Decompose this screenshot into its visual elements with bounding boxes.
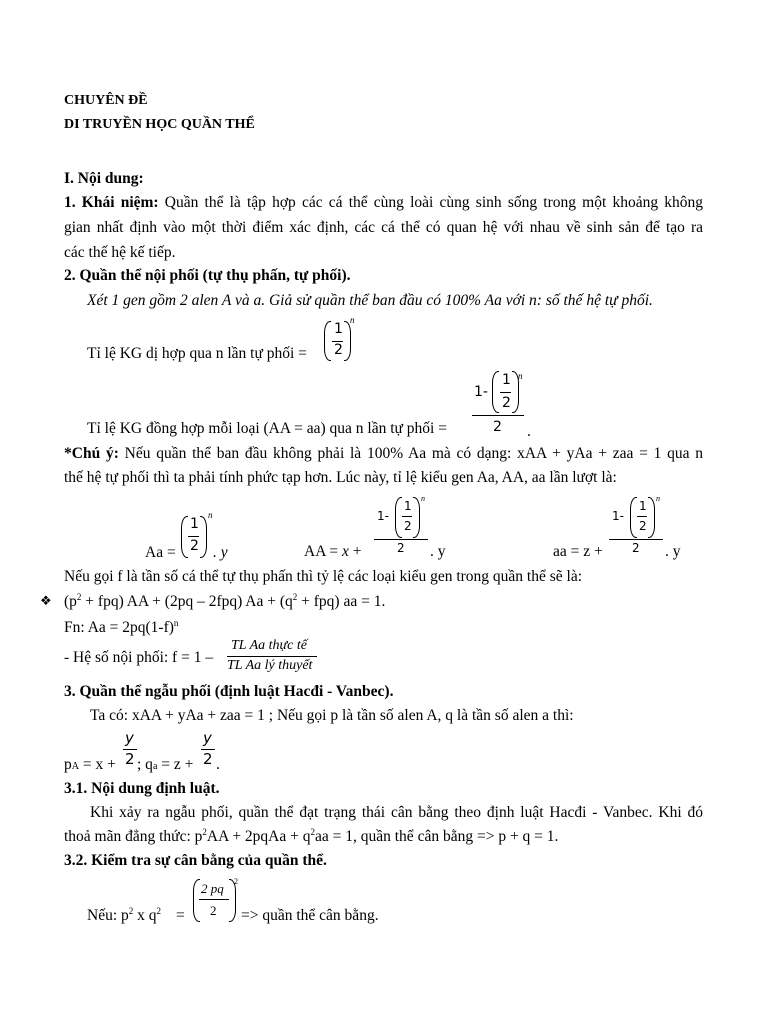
pA-den: 2	[125, 750, 135, 768]
section-heading-3: 3. Quần thể ngẫu phối (định luật Hacđi - Vanbec).	[64, 683, 394, 700]
inbreeding-prefix: - Hệ số nội phối: f = 1 –	[64, 649, 214, 666]
formula-AA-one-minus: 1-	[377, 509, 389, 523]
eq-check-equals: =	[176, 907, 185, 924]
het-num: 1	[334, 321, 343, 337]
note-text-1: Nếu quần thể ban đầu không phải là 100% Aa mà có dạng: xAA + yAa + zaa = 1 qua n	[124, 445, 704, 462]
hom-exp: n	[518, 371, 523, 381]
formula-AA-exp: n	[421, 494, 425, 503]
formula-aa-inner-den: 2	[639, 519, 647, 533]
formula-aa-y: . y	[665, 543, 681, 560]
definition-text-1: Quần thể là tập hợp các cá thể cùng loài cùng sinh sống trong một khoảng không	[164, 194, 703, 211]
section-heading-3-2: 3.2. Kiểm tra sự cân bằng của quần thể.	[64, 852, 327, 869]
het-den: 2	[334, 342, 343, 358]
doc-title-line2: DI TRUYỀN HỌC QUẦN THỂ	[64, 117, 255, 132]
pA-prefix: pA = x +	[64, 756, 116, 773]
hom-outer-den: 2	[493, 419, 502, 435]
inbreeding-num: TL Aa thực tế	[231, 638, 307, 653]
formula-Aa-y: . y	[213, 544, 228, 561]
hom-period: .	[527, 423, 531, 440]
self-fertilization-line: Nếu gọi f là tần số cá thể tự thụ phấn thì tỷ lệ các loại kiểu gen trong quần thể sẽ là:	[64, 568, 583, 585]
hom-inner-num: 1	[502, 372, 511, 388]
definition-line1	[64, 195, 703, 211]
section-heading-3-1: 3.1. Nội dung định luật.	[64, 780, 220, 797]
pq-period: .	[216, 756, 220, 773]
hom-ratio-text: Tỉ lệ KG đồng hợp mỗi loại (AA = aa) qua n lần tự phối =	[87, 420, 447, 437]
formula-AA-inner-den: 2	[404, 519, 412, 533]
eq-check-left: Nếu: $p^2$ x $q^2$	[87, 905, 162, 924]
definition-line2: gian nhất định vào một thời điểm xác định, các cá thể có quan hệ với nhau về sinh sản để tạo ra	[64, 219, 703, 236]
frequency-equation: $(p^2 + fpq)$ AA + (2pq – 2fpq) $Aa + (q^2 + fpq)$ aa = 1.	[64, 591, 386, 610]
het-ratio-text: Tỉ lệ KG dị hợp qua n lần tự phối =	[87, 345, 307, 362]
eq-check-num: 2 pq	[201, 881, 224, 896]
formula-aa-exp: n	[656, 494, 660, 503]
formula-aa-one-minus: 1-	[612, 509, 624, 523]
qa-den: 2	[203, 750, 213, 768]
formula-Aa-den: 2	[190, 538, 199, 554]
eq-check-exp: 2	[234, 877, 238, 886]
formula-Aa-prefix: Aa =	[145, 544, 176, 561]
inbreeding-den: TL Aa lý thuyết	[227, 658, 313, 673]
definition-line3: các thế hệ kế tiếp.	[64, 244, 176, 261]
formula-AA-prefix: AA = x +	[304, 543, 362, 560]
doc-title-line1: CHUYÊN ĐỀ	[64, 93, 148, 108]
law-line2: thoả mãn đẳng thức: $p^2AA$ + 2pqAa + $q^2aa = 1$, quần thể cân bằng => p + q = 1.	[64, 826, 559, 845]
section-heading-2: 2. Quần thể nội phối (tự thụ phấn, tự phối).	[64, 267, 351, 284]
law-line1: Khi xảy ra ngẫu phối, quần thể đạt trạng thái cân bằng theo định luật Hacđi - Vanbec. Khi đó	[90, 804, 703, 821]
formula-AA-outer-den: 2	[397, 541, 405, 555]
note-label: *Chú ý:	[64, 445, 119, 462]
qa-num: y	[203, 729, 212, 747]
formula-AA-y: . y	[430, 543, 446, 560]
formula-aa-inner-num: 1	[639, 499, 647, 513]
hom-one-minus: 1-	[474, 384, 488, 400]
definition-label: 1. Khái niệm:	[64, 194, 159, 211]
eq-check-den: 2	[210, 903, 217, 918]
section-heading-1: I. Nội dung:	[64, 170, 144, 187]
hom-inner-den: 2	[502, 395, 511, 411]
formula-aa-outer-den: 2	[632, 541, 640, 555]
qa-prefix: ; qa = z +	[137, 756, 194, 773]
example-italic: Xét 1 gen gồm 2 alen A và a. Giả sử quần thể ban đầu có 100% Aa với n: số thế hệ tự phối.	[87, 292, 653, 309]
pA-num: y	[125, 729, 134, 747]
formula-AA-inner-num: 1	[404, 499, 412, 513]
het-exp: n	[350, 315, 355, 325]
formula-aa-prefix: aa = z +	[553, 543, 603, 560]
eq-check-result: => quần thể cân bằng.	[241, 907, 379, 924]
note-line1	[64, 446, 703, 462]
diamond-bullet-icon: ❖	[40, 593, 52, 608]
fn-equation: Fn: $Aa = 2pq(1-f)^n$	[64, 617, 179, 636]
random-mating-intro: Ta có: xAA + yAa + zaa = 1 ; Nếu gọi p là tần số alen A, q là tần số alen a thì:	[90, 707, 574, 724]
formula-Aa-num: 1	[190, 516, 199, 532]
formula-Aa-exp: n	[208, 510, 213, 520]
note-line2: thế hệ tự phối thì ta phải tính phức tạp hơn. Lúc này, tỉ lệ kiểu gen Aa, AA, aa lần lượt là:	[64, 469, 617, 486]
